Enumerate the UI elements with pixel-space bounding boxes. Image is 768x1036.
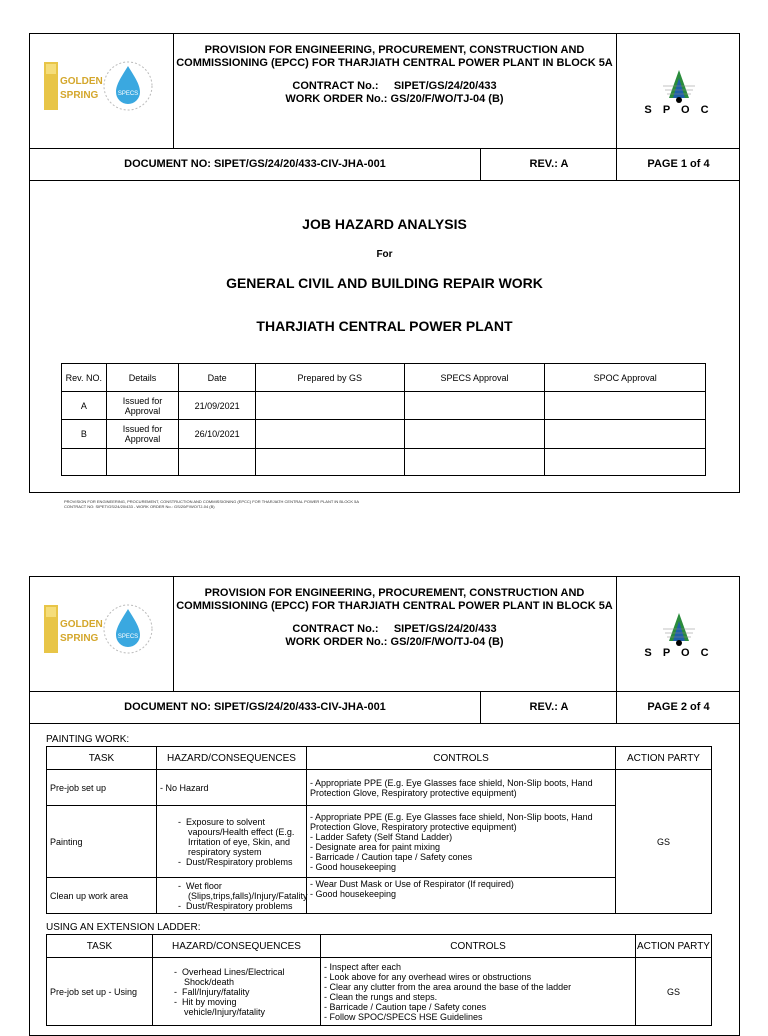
page-2 <box>29 576 740 1036</box>
control-item: - Wear Dust Mask or Use of Respirator (If required) <box>310 879 612 889</box>
footer-line-2: CONTRACT NO: SIPET/GS/24/20/433 - WORK ORDER No.: GS/20/F/WO/TJ-04 (B) <box>64 504 215 509</box>
page-1 <box>29 33 740 493</box>
control-item: - Ladder Safety (Self Stand Ladder) <box>310 832 612 842</box>
document-info-row <box>30 148 739 181</box>
col-rev-no: Rev. NO. <box>62 364 107 392</box>
control-item: - Designate area for paint mixing <box>310 842 612 852</box>
work-subject: GENERAL CIVIL AND BUILDING REPAIR WORK <box>226 275 543 291</box>
col-details: Details <box>106 364 179 392</box>
specs-logo <box>102 60 154 112</box>
page-1-footer <box>64 499 359 509</box>
svg-text:SPRING: SPRING <box>60 633 99 644</box>
col-spoc-approval: SPOC Approval <box>545 364 706 392</box>
revision-table <box>61 363 706 476</box>
controls-cell <box>307 878 616 914</box>
col-hazard: HAZARD/CONSEQUENCES <box>153 935 321 958</box>
page-header <box>30 577 739 692</box>
col-task: TASK <box>47 747 157 770</box>
table-row <box>47 878 712 914</box>
control-item: - Inspect after each <box>324 962 632 972</box>
control-item: - Clean the rungs and steps. <box>324 992 632 1002</box>
table-row <box>47 806 712 878</box>
cell <box>545 420 706 449</box>
contractor-logos <box>30 34 174 148</box>
svg-text:SPECS: SPECS <box>117 634 139 640</box>
for-label: For <box>376 249 393 260</box>
revision: REV.: A <box>480 691 617 723</box>
hazard-item: - Fall/Injury/fatality <box>174 987 317 997</box>
hazard-cell <box>157 806 307 878</box>
work-order-number: WORK ORDER No.: GS/20/F/WO/TJ-04 (B) <box>285 93 504 105</box>
hazard-item: - Dust/Respiratory problems <box>178 901 303 911</box>
painting-section-title: PAINTING WORK: <box>46 734 130 745</box>
document-title: JOB HAZARD ANALYSIS <box>302 216 467 232</box>
col-specs-approval: SPECS Approval <box>404 364 545 392</box>
cell <box>179 449 256 476</box>
svg-text:SPRING: SPRING <box>60 90 99 101</box>
col-hazard: HAZARD/CONSEQUENCES <box>157 747 307 770</box>
contract-number: CONTRACT No.: SIPET/GS/24/20/433 <box>292 623 497 635</box>
svg-text:SPECS: SPECS <box>117 91 139 97</box>
controls-cell <box>321 958 636 1026</box>
document-number: DOCUMENT NO: SIPET/GS/24/20/433-CIV-JHA-001 <box>124 701 386 713</box>
page-number: PAGE 2 of 4 <box>616 691 740 723</box>
col-action-party: ACTION PARTY <box>616 747 712 770</box>
title-line-1: PROVISION FOR ENGINEERING, PROCUREMENT, CONSTRUCTION AND <box>204 44 585 56</box>
cell <box>106 449 179 476</box>
cell <box>255 420 404 449</box>
action-party-cell: GS <box>616 770 712 914</box>
specs-logo <box>102 603 154 655</box>
hazard-item: - Exposure to solvent vapours/Health effect (E.g. Irritation of eye, Skin, and respiratory system <box>178 817 303 857</box>
control-item: - Appropriate PPE (E.g. Eye Glasses face shield, Non-Slip boots, Hand Protection Glove, Respiratory protective equipment) <box>310 778 612 798</box>
title-line-2: COMMISSIONING (EPCC) FOR THARJIATH CENTRAL POWER PLANT IN BLOCK 5A <box>176 600 613 612</box>
control-item: - Follow SPOC/SPECS HSE Guidelines <box>324 1012 632 1022</box>
client-logo-cell <box>616 577 740 691</box>
title-line-2: COMMISSIONING (EPCC) FOR THARJIATH CENTRAL POWER PLANT IN BLOCK 5A <box>176 57 613 69</box>
task-cell: Pre-job set up <box>47 770 157 806</box>
project-title <box>173 34 616 148</box>
hazard-item: - Hit by moving vehicle/Injury/fatality <box>174 997 317 1017</box>
table-row <box>62 392 706 420</box>
hazard-cell <box>153 958 321 1026</box>
ladder-jha-table <box>46 934 712 1026</box>
col-controls: CONTROLS <box>307 747 616 770</box>
table-row <box>62 449 706 476</box>
action-party-cell: GS <box>636 958 712 1026</box>
control-item: - Look above for any overhead wires or obstructions <box>324 972 632 982</box>
control-item: - Clear any clutter from the area around the base of the ladder <box>324 982 632 992</box>
col-prepared-by: Prepared by GS <box>255 364 404 392</box>
plant-name: THARJIATH CENTRAL POWER PLANT <box>256 318 513 334</box>
controls-cell <box>307 806 616 878</box>
ladder-section-title: USING AN EXTENSION LADDER: <box>46 922 201 933</box>
document-info-row <box>30 691 739 724</box>
col-action-party: ACTION PARTY <box>636 935 712 958</box>
hazard-cell: - No Hazard <box>157 770 307 806</box>
revision: REV.: A <box>480 148 617 180</box>
cell: A <box>62 392 107 420</box>
cell: Issued for Approval <box>106 420 179 449</box>
control-item: - Good housekeeping <box>310 889 612 899</box>
cell <box>404 392 545 420</box>
page-header <box>30 34 739 149</box>
cell: B <box>62 420 107 449</box>
cell <box>545 392 706 420</box>
work-order-number: WORK ORDER No.: GS/20/F/WO/TJ-04 (B) <box>285 636 504 648</box>
svg-text:GOLDEN: GOLDEN <box>60 619 103 630</box>
golden-spring-logo <box>42 58 103 114</box>
hazard-cell <box>157 878 307 914</box>
col-task: TASK <box>47 935 153 958</box>
task-cell: Painting <box>47 806 157 878</box>
spoc-logo-text: S P O C <box>644 104 713 116</box>
task-cell: Pre-job set up - Using <box>47 958 153 1026</box>
cell <box>255 392 404 420</box>
cell <box>545 449 706 476</box>
cell: Issued for Approval <box>106 392 179 420</box>
client-logo-cell <box>616 34 740 148</box>
control-item: - Good housekeeping <box>310 862 612 872</box>
contractor-logos <box>30 577 174 691</box>
cell <box>62 449 107 476</box>
painting-jha-table <box>46 746 712 914</box>
hazard-item: - Dust/Respiratory problems <box>178 857 303 867</box>
control-item: - Barricade / Caution tape / Safety cones <box>324 1002 632 1012</box>
jha-header-row <box>47 747 712 770</box>
document-number: DOCUMENT NO: SIPET/GS/24/20/433-CIV-JHA-001 <box>124 158 386 170</box>
cell: 21/09/2021 <box>179 392 256 420</box>
contract-number: CONTRACT No.: SIPET/GS/24/20/433 <box>292 80 497 92</box>
control-item: - Appropriate PPE (E.g. Eye Glasses face shield, Non-Slip boots, Hand Protection Glove, Respiratory protective equipment) <box>310 812 612 832</box>
controls-cell <box>307 770 616 806</box>
golden-spring-logo <box>42 601 103 657</box>
project-title <box>173 577 616 691</box>
svg-text:GOLDEN: GOLDEN <box>60 76 103 87</box>
title-line-1: PROVISION FOR ENGINEERING, PROCUREMENT, CONSTRUCTION AND <box>204 587 585 599</box>
control-item: - Barricade / Caution tape / Safety cones <box>310 852 612 862</box>
spoc-logo-text: S P O C <box>644 647 713 659</box>
cell <box>255 449 404 476</box>
revision-table-header <box>62 364 706 392</box>
table-row <box>62 420 706 449</box>
table-row <box>47 958 712 1026</box>
page-number: PAGE 1 of 4 <box>616 148 740 180</box>
cell <box>404 420 545 449</box>
hazard-item: - Wet floor (Slips,trips,falls)/Injury/Fatality <box>178 881 303 901</box>
cell: 26/10/2021 <box>179 420 256 449</box>
task-cell: Clean up work area <box>47 878 157 914</box>
cell <box>404 449 545 476</box>
table-row <box>47 770 712 806</box>
jha-header-row <box>47 935 712 958</box>
col-date: Date <box>179 364 256 392</box>
hazard-item: - Overhead Lines/Electrical Shock/death <box>174 967 317 987</box>
col-controls: CONTROLS <box>321 935 636 958</box>
footer-line-1: PROVISION FOR ENGINEERING, PROCUREMENT, CONSTRUCTION AND COMMISSIONING (EPCC) FOR THARJIATH CENTRAL POWER PLANT IN BLOCK 5A <box>64 499 359 504</box>
